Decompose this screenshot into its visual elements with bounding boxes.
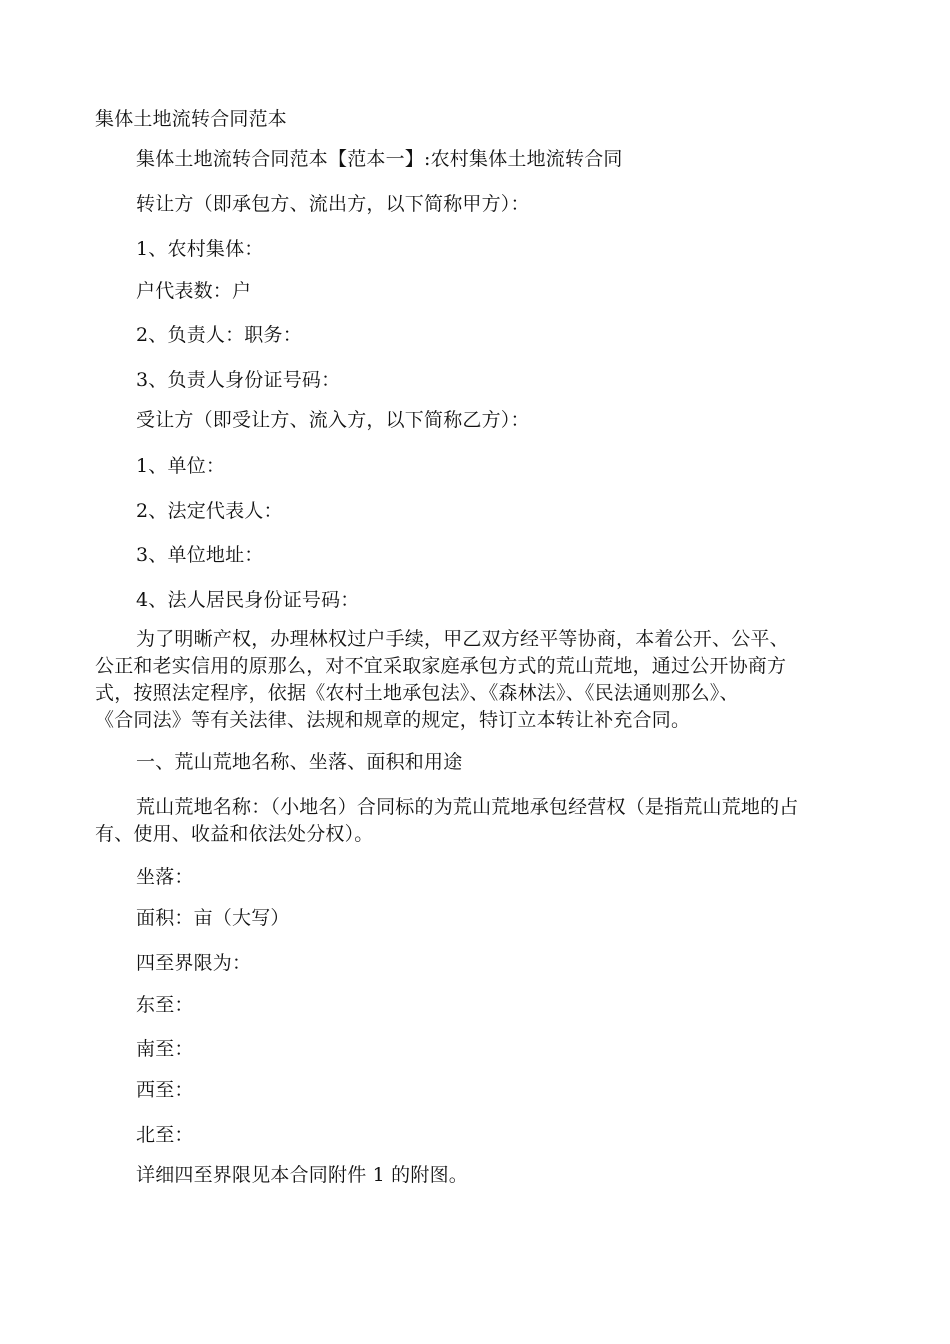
transferor-heading: 转让方（即承包方、流出方，以下简称甲方）：	[136, 193, 530, 215]
transferor-collective: 1、农村集体：	[136, 238, 264, 260]
preamble-line: 式，按照法定程序，依据《农村土地承包法》、《森林法》、《民法通则那么》、	[95, 682, 739, 704]
transferee-address: 3、单位地址：	[136, 544, 264, 566]
location-field: 坐落：	[136, 866, 194, 888]
boundary-east: 东至：	[136, 994, 194, 1016]
transferee-unit: 1、单位：	[136, 455, 226, 477]
section1-heading: 一、荒山荒地名称、坐落、面积和用途	[136, 751, 463, 773]
document-title: 集体土地流转合同范本	[95, 108, 288, 130]
transferee-heading: 受让方（即受让方、流入方，以下简称乙方）：	[136, 409, 530, 431]
transferor-household-count: 户代表数：户	[136, 280, 252, 302]
land-name-line: 荒山荒地名称：（小地名）合同标的为荒山荒地承包经营权（是指荒山荒地的占	[136, 796, 799, 818]
transferor-leader: 2、负责人：职务：	[136, 324, 302, 346]
transferee-legal-id: 4、法人居民身份证号码：	[136, 589, 360, 611]
preamble-line: 为了明晰产权，办理林权过户手续，甲乙双方经平等协商，本着公开、公平、	[136, 628, 789, 650]
preamble-paragraph	[95, 626, 789, 734]
boundary-west: 西至：	[136, 1079, 194, 1101]
transferee-legal-rep: 2、法定代表人：	[136, 500, 283, 522]
transferor-leader-id: 3、负责人身份证号码：	[136, 369, 341, 391]
boundary-heading: 四至界限为：	[136, 952, 252, 974]
land-name-paragraph	[95, 794, 799, 848]
boundary-note: 详细四至界限见本合同附件 1 的附图。	[136, 1164, 468, 1186]
preamble-line: 公正和老实信用的原那么，对不宜采取家庭承包方式的荒山荒地，通过公开协商方	[95, 655, 787, 677]
document-subtitle: 集体土地流转合同范本【范本一】:农村集体土地流转合同	[136, 148, 623, 170]
boundary-south: 南至：	[136, 1038, 194, 1060]
preamble-line: 《合同法》等有关法律、法规和规章的规定，特订立本转让补充合同。	[95, 709, 691, 731]
land-name-line: 有、使用、收益和依法处分权）。	[95, 823, 374, 845]
area-field: 面积：亩（大写）	[136, 907, 290, 929]
boundary-north: 北至：	[136, 1124, 194, 1146]
